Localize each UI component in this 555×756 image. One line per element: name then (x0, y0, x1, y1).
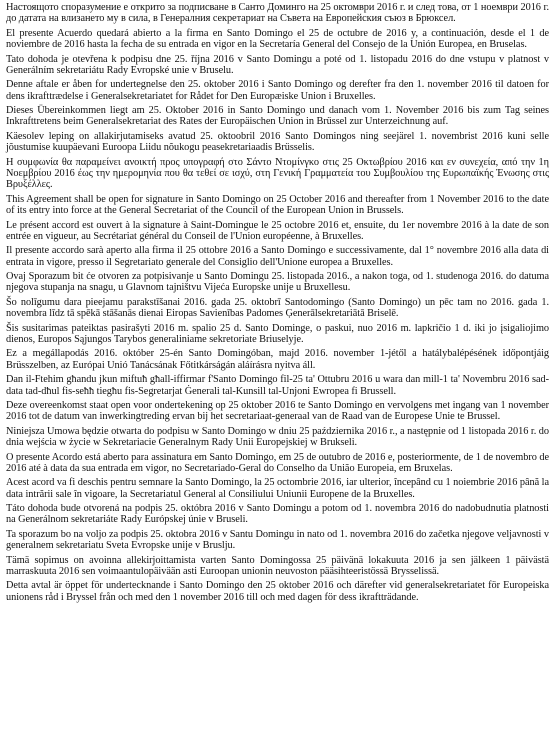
paragraph-hr: Ovaj Sporazum bit će otvoren za potpisivanje u Santo Domingu 25. listopada 2016., a nakon toga, od 1. studenoga 2016. do datuma njegova stupanja na snagu, u Glavnom tajništvu Vijeća Europske unije u Bruxellesu. (6, 271, 549, 294)
paragraph-pl: Niniejsza Umowa będzie otwarta do podpisu w Santo Domingo w dniu 25 października 2016 r., a następnie od 1 listopada 2016 r. do dnia wejścia w życie w Sekretariacie Generalnym Rady Unii Europejskiej w Brukseli. (6, 425, 549, 449)
paragraph-el: Η συμφωνία θα παραμείνει ανοικτή προς υπογραφή στο Σάντο Ντομίνγκο στις 25 Οκτωβρίου 2016 και εν συνεχεία, από την 1η Νοεμβρίου 2016 έως την ημερομηνία που θα τεθεί σε ισχύ, στη Γενική Γραμματεία του Συμβουλίου της Ευρωπαϊκής Ένωσης στις Βρυξέλλες. (6, 156, 549, 191)
paragraph-mt: Dan il-Ftehim għandu jkun miftuħ għall-iffirmar f'Santo Domingo fil-25 ta' Ottubru 2016 u wara dan mill-1 ta' Novembru 2016 sad-data tad-dħul fis-seħħ tiegħu fis-Segretarjat Ġenerali tal-Kunsill tal-Unjoni Ewropea fi Brussell. (6, 374, 549, 397)
paragraph-it: Il presente accordo sarà aperto alla firma il 25 ottobre 2016 a Santo Domingo e successivamente, dal 1° novembre 2016 alla data di entrata in vigore, presso il Segretariato generale del Consiglio dell'Unione europea a Bruxelles. (6, 245, 549, 268)
paragraph-fi: Tämä sopimus on avoinna allekirjoittamista varten Santo Domingossa 25 päivänä lokakuuta 2016 ja sen jälkeen 1 päivästä marraskuuta 2016 sen voimaantulopäivään asti Euroopan unionin neuvoston pääsihteeristössä Brysselissä. (6, 554, 549, 577)
paragraph-da: Denne aftale er åben for undertegnelse den 25. oktober 2016 i Santo Domingo og derefter fra den 1. november 2016 til datoen for dens ikrafttrædelse i Generalsekretariatet for Rådet for Den Europæiske Union i Bruxelles. (6, 79, 549, 102)
paragraph-bg: Настоящото споразумение е открито за подписване в Санто Доминго на 25 октомври 2016 г. и след това, от 1 ноември 2016 г. до датата на влизането му в сила, в Генералния секретариат на Съвета на Европейския съюз в Брюксел. (6, 2, 549, 25)
paragraph-ro: Acest acord va fi deschis pentru semnare la Santo Domingo, la 25 octombrie 2016, iar ulterior, începând cu 1 noiembrie 2016 până la data intrării sale în vigoare, la Secretariatul General al Consiliului Uniunii Europene de la Bruxelles. (6, 477, 549, 500)
paragraph-hu: Ez a megállapodás 2016. október 25-én Santo Domingóban, majd 2016. november 1-jétől a hatálybalépésének időpontjáig Brüsszelben, az Európai Unió Tanácsának Főtitkárságán aláírásra nyitva áll. (6, 348, 549, 371)
paragraph-en: This Agreement shall be open for signature in Santo Domingo on 25 October 2016 and thereafter from 1 November 2016 to the date of its entry into force at the General Secretariat of the Council of the European Union in Brussels. (6, 193, 549, 217)
paragraph-cs: Tato dohoda je otevřena k podpisu dne 25. října 2016 v Santo Domingu a poté od 1. listopadu 2016 do dne vstupu v platnost v Generálním sekretariátu Rady Evropské unie v Bruselu. (6, 53, 549, 76)
paragraph-et: Käesolev leping on allakirjutamiseks avatud 25. oktoobril 2016 Santo Domingos ning seejärel 1. novembrist 2016 kuni selle jõustumise kuupäevani Euroopa Liidu nõukogu peasekretariaadis Brüsselis. (6, 130, 549, 154)
paragraph-de: Dieses Übereinkommen liegt am 25. Oktober 2016 in Santo Domingo und danach vom 1. November 2016 bis zum Tag seines Inkrafttretens beim Generalsekretariat des Rates der Europäischen Union in Brüssel zur Unterzeichnung auf. (6, 105, 549, 128)
paragraph-nl: Deze overeenkomst staat open voor ondertekening op 25 oktober 2016 te Santo Domingo en vervolgens met ingang van 1 november 2016 tot de datum van inwerkingtreding ervan bij het secretariaat-generaal van de Raad van de Europese Unie te Brussel. (6, 400, 549, 423)
paragraph-pt: O presente Acordo está aberto para assinatura em Santo Domingo, em 25 de outubro de 2016 e, posteriormente, de 1 de novembro de 2016 até à data da sua entrada em vigor, no Secretariado-Geral do Conselho da União Europeia, em Bruxelas. (6, 451, 549, 474)
paragraph-lv: Šo nolīgumu dara pieejamu parakstīšanai 2016. gada 25. oktobrī Santodomingo (Santo Domingo) un pēc tam no 2016. gada 1. novembra līdz tā spēkā stāšanās dienai Eiropas Savienības Padomes Ģenerālsekretariātā Briselē. (6, 296, 549, 320)
paragraph-sl: Ta sporazum bo na voljo za podpis 25. oktobra 2016 v Santu Domingu in nato od 1. novembra 2016 do začetka njegove veljavnosti v generalnem sekretariatu Sveta Evropske unije v Bruslju. (6, 528, 549, 552)
paragraph-sk: Táto dohoda bude otvorená na podpis 25. októbra 2016 v Santo Domingu a potom od 1. novembra 2016 do nadobudnutia platnosti na Generálnom sekretariáte Rady Európskej únie v Bruseli. (6, 503, 549, 526)
paragraph-lt: Šis susitarimas pateiktas pasirašyti 2016 m. spalio 25 d. Santo Dominge, o paskui, nuo 2016 m. lapkričio 1 d. iki jo įsigaliojimo dienos, Europos Sąjungos Tarybos generaliniame sekretoriate Briuselyje. (6, 322, 549, 345)
paragraph-fr: Le présent accord est ouvert à la signature à Saint-Domingue le 25 octobre 2016 et, ensuite, du 1er novembre 2016 à la date de son entrée en vigueur, au Secrétariat général du Conseil de l'Union européenne, à Bruxelles. (6, 219, 549, 242)
paragraph-sv: Detta avtal är öppet för undertecknande i Santo Domingo den 25 oktober 2016 och därefter vid generalsekretariatet för Europeiska unionens råd i Bryssel från och med den 1 november 2016 till och med dagen för dess ikraftträdande. (6, 580, 549, 603)
paragraph-es: El presente Acuerdo quedará abierto a la firma en Santo Domingo el 25 de octubre de 2016 y, a continuación, desde el 1 de noviembre de 2016 hasta la fecha de su entrada en vigor en la Secretaría General del Consejo de la Unión Europea, en Bruselas. (6, 27, 549, 51)
